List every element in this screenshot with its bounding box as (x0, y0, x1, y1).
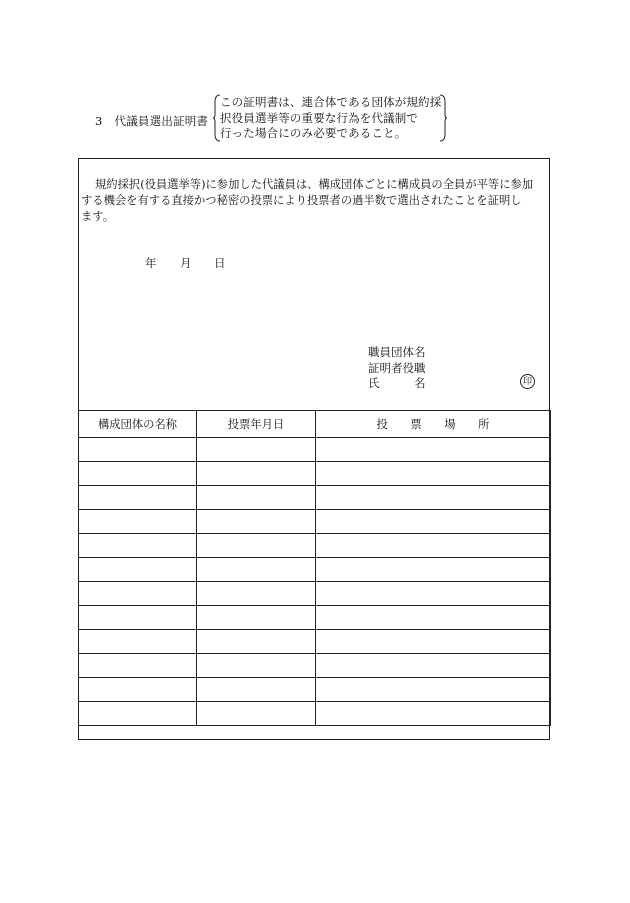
table-row (79, 678, 551, 702)
cell-vote-place[interactable] (316, 630, 551, 654)
note-line: 択役員選挙等の重要な行為を代議制で (220, 110, 419, 125)
cell-member-org[interactable] (79, 438, 197, 462)
cell-vote-date[interactable] (197, 654, 316, 678)
table-row (79, 462, 551, 486)
table-row (79, 438, 551, 462)
cell-vote-place[interactable] (316, 438, 551, 462)
cell-vote-place[interactable] (316, 558, 551, 582)
cell-vote-date[interactable] (197, 678, 316, 702)
table-header-row (79, 411, 551, 438)
day-label: 日 (214, 256, 226, 270)
cell-vote-date[interactable] (197, 630, 316, 654)
section-heading (95, 113, 208, 129)
cell-vote-place[interactable] (316, 534, 551, 558)
cell-vote-date[interactable] (197, 486, 316, 510)
section-title: 代議員選出証明書 (114, 114, 209, 128)
statement-line: ます。 (81, 210, 114, 223)
table-row (79, 606, 551, 630)
cell-member-org[interactable] (79, 678, 197, 702)
header-member-org: 構成団体の名称 (79, 411, 197, 438)
section-number: 3 (95, 114, 103, 128)
cell-member-org[interactable] (79, 606, 197, 630)
table-row (79, 510, 551, 534)
cell-vote-date[interactable] (197, 582, 316, 606)
statement-line: 規約採択(役員選挙等)に参加した代議員は、構成団体ごとに構成員の全員が平等に参加 (95, 178, 534, 191)
cell-vote-place[interactable] (316, 486, 551, 510)
cell-member-org[interactable] (79, 582, 197, 606)
cell-vote-place[interactable] (316, 462, 551, 486)
cell-vote-date[interactable] (197, 606, 316, 630)
cell-vote-date[interactable] (197, 534, 316, 558)
cell-vote-date[interactable] (197, 702, 316, 726)
cell-member-org[interactable] (79, 534, 197, 558)
date-field[interactable] (79, 255, 549, 271)
certificate-form (78, 158, 550, 740)
table-row (79, 558, 551, 582)
cell-member-org[interactable] (79, 654, 197, 678)
bracketed-note (213, 94, 447, 142)
cell-member-org[interactable] (79, 702, 197, 726)
table-row (79, 486, 551, 510)
month-label: 月 (180, 256, 192, 270)
cell-member-org[interactable] (79, 630, 197, 654)
cell-vote-date[interactable] (197, 558, 316, 582)
table-row (79, 630, 551, 654)
cell-vote-date[interactable] (197, 462, 316, 486)
header-vote-place: 投 票 場 所 (316, 411, 551, 438)
note-line: この証明書は、連合体である団体が規約採 (220, 95, 442, 109)
org-name-label: 職員団体名 (368, 345, 426, 359)
cell-member-org[interactable] (79, 486, 197, 510)
table-body (79, 438, 551, 726)
note-line: 行った場合にのみ必要であること。 (220, 126, 407, 140)
table-row (79, 534, 551, 558)
cell-member-org[interactable] (79, 558, 197, 582)
year-label: 年 (145, 256, 157, 270)
cell-vote-date[interactable] (197, 510, 316, 534)
right-bracket-icon (439, 94, 447, 142)
cell-vote-date[interactable] (197, 438, 316, 462)
certification-statement (81, 177, 547, 225)
election-records-table (78, 410, 551, 726)
cell-vote-place[interactable] (316, 510, 551, 534)
note-text (220, 95, 446, 142)
cell-member-org[interactable] (79, 510, 197, 534)
header-vote-date: 投票年月日 (197, 411, 316, 438)
cell-vote-place[interactable] (316, 582, 551, 606)
table-row (79, 702, 551, 726)
table-row (79, 654, 551, 678)
statement-line: する機会を有する直接かつ秘密の投票により投票者の過半数で選出されたことを証明し (81, 194, 522, 207)
signer-name-label: 氏 名 (368, 376, 426, 390)
signer-position-label: 証明者役職 (368, 360, 426, 375)
table-row (79, 582, 551, 606)
cell-vote-place[interactable] (316, 654, 551, 678)
cell-vote-place[interactable] (316, 702, 551, 726)
cell-vote-place[interactable] (316, 606, 551, 630)
cell-vote-place[interactable] (316, 678, 551, 702)
seal-mark: 印 (520, 374, 535, 389)
signer-block (368, 345, 426, 392)
cell-member-org[interactable] (79, 462, 197, 486)
